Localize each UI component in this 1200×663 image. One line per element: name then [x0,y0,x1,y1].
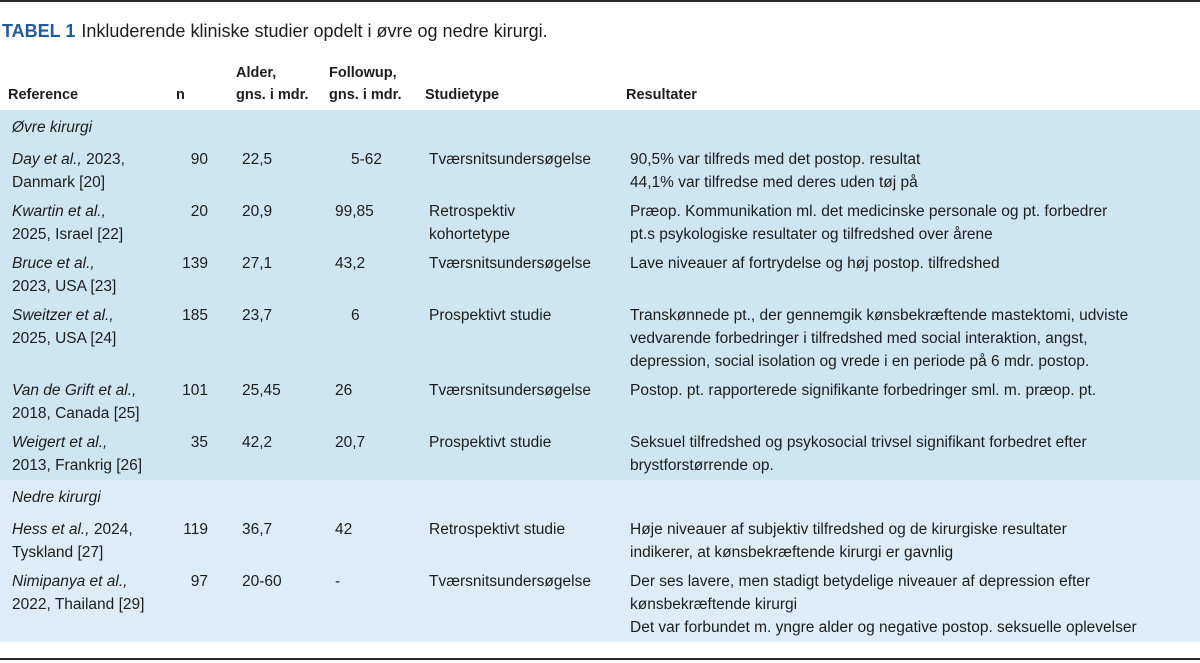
study-type-cell [417,567,618,642]
age-cell: 27,1 [228,249,321,301]
reference-location: 2018, Canada [25] [12,405,140,422]
results-line: Høje niveauer af subjektiv tilfredshed og de kirurgiske resultater [630,521,1067,538]
results-line: 44,1% var tilfredse med deres uden tøj på [630,174,918,191]
age-cell: 36,7 [228,515,321,567]
results-cell [618,301,1200,376]
header-age: Alder, gns. i mdr. [228,56,321,110]
reference-line [12,200,160,223]
study-type-cell [417,376,618,428]
followup-cell: 42 [321,515,417,567]
reference-location: Danmark [20] [12,174,106,191]
reference-authors: Day et al., [12,151,82,168]
reference-authors: Hess et al., [12,521,90,538]
table-row [0,249,1200,301]
study-type-line: Tværsnitsundersøgelse [429,255,591,272]
studies-table [0,56,1200,642]
reference-cell [0,301,168,376]
study-type-cell [417,515,618,567]
study-type-line: Retrospektivt studie [429,521,566,538]
section-upper-surgery [0,110,1200,480]
reference-location: 2022, Thailand [29] [12,596,145,613]
followup-cell: 99,85 [321,197,417,249]
reference-authors: Kwartin et al., [12,203,106,220]
results-line: depression, social isolation og vrede i en periode på 6 mdr. postop. [630,353,1090,370]
age-cell: 25,45 [228,376,321,428]
study-type-cell [417,197,618,249]
n-cell: 119 [168,515,228,567]
header-study-type: Studietype [417,56,618,110]
study-type-cell [417,145,618,197]
bottom-rule [0,658,1200,660]
section-title: Øvre kirurgi [0,110,1200,145]
reference-cell [0,515,168,567]
reference-location: Tyskland [27] [12,544,104,561]
reference-authors: Nimipanya et al., [12,573,128,590]
n-cell: 97 [168,567,228,642]
results-line: Det var forbundet m. yngre alder og negative postop. seksuelle oplevelser [630,619,1137,636]
age-cell: 42,2 [228,428,321,480]
reference-line [12,518,160,541]
results-line: pt.s psykologiske resultater og tilfredshed over årene [630,226,993,243]
results-line: Der ses lavere, men stadigt betydelige niveauer af depression efter [630,573,1091,590]
followup-cell: 43,2 [321,249,417,301]
reference-line [12,304,160,327]
section-lower-surgery [0,480,1200,642]
age-cell: 20,9 [228,197,321,249]
study-type-line: Tværsnitsundersøgelse [429,573,591,590]
reference-cell [0,428,168,480]
table-row [0,515,1200,567]
results-line: Postop. pt. rapporterede signifikante forbedringer sml. m. præop. pt. [630,382,1097,399]
age-cell: 23,7 [228,301,321,376]
reference-line [12,570,160,593]
results-line: 90,5% var tilfreds med det postop. resultat [630,151,921,168]
header-n: n [168,56,228,110]
table-row [0,197,1200,249]
study-type-line: Prospektivt studie [429,307,552,324]
top-rule [0,0,1200,2]
age-cell: 20-60 [228,567,321,642]
table-row [0,567,1200,642]
reference-year: 2023, [81,151,125,168]
reference-cell [0,376,168,428]
studies-table-container [0,56,1200,642]
reference-location: 2023, USA [23] [12,278,117,295]
section-header-row [0,480,1200,515]
results-cell [618,567,1200,642]
reference-cell [0,197,168,249]
reference-cell [0,145,168,197]
reference-line [12,431,160,454]
results-line: Præop. Kommunikation ml. det medicinske personale og pt. forbedrer [630,203,1108,220]
followup-cell: 5-62 [321,145,417,197]
study-type-cell [417,249,618,301]
results-line: vedvarende forbedringer i tilfredshed med social interaktion, angst, [630,330,1088,347]
n-cell: 185 [168,301,228,376]
followup-cell: 20,7 [321,428,417,480]
reference-location: 2025, Israel [22] [12,226,124,243]
results-line: Lave niveauer af fortrydelse og høj postop. tilfredshed [630,255,1000,272]
results-line: kønsbekræftende kirurgi [630,596,798,613]
header-row [0,56,1200,110]
table-row [0,376,1200,428]
reference-authors: Weigert et al., [12,434,108,451]
reference-authors: Van de Grift et al., [12,382,137,399]
reference-authors: Bruce et al., [12,255,95,272]
results-line: brystforstørrende op. [630,457,774,474]
study-type-cell [417,301,618,376]
section-header-row [0,110,1200,145]
table-title: Inkluderende kliniske studier opdelt i øvre og nedre kirurgi. [81,21,548,41]
results-cell [618,515,1200,567]
study-type-cell [417,428,618,480]
header-results: Resultater [618,56,1200,110]
n-cell: 35 [168,428,228,480]
reference-cell [0,567,168,642]
followup-cell: 26 [321,376,417,428]
reference-authors: Sweitzer et al., [12,307,114,324]
results-line: Seksuel tilfredshed og psykosocial trivsel signifikant forbedret efter [630,434,1087,451]
table-row [0,301,1200,376]
table-caption [2,20,548,42]
results-line: indikerer, at kønsbekræftende kirurgi er gavnlig [630,544,954,561]
reference-location: 2013, Frankrig [26] [12,457,143,474]
results-cell [618,197,1200,249]
reference-year: 2024, [89,521,133,538]
study-type-line: Prospektivt studie [429,434,552,451]
reference-line [12,252,160,275]
followup-cell: - [321,567,417,642]
reference-location: 2025, USA [24] [12,330,117,347]
n-cell: 90 [168,145,228,197]
study-type-line: Retrospektiv [429,203,516,220]
study-type-line: Tværsnitsundersøgelse [429,151,591,168]
results-cell [618,145,1200,197]
reference-cell [0,249,168,301]
followup-cell: 6 [321,301,417,376]
reference-line [12,379,160,402]
section-title: Nedre kirurgi [0,480,1200,515]
header-reference: Reference [0,56,168,110]
reference-line [12,148,160,171]
results-line: Transkønnede pt., der gennemgik kønsbekræftende mastektomi, udviste [630,307,1129,324]
study-type-line: Tværsnitsundersøgelse [429,382,591,399]
age-cell: 22,5 [228,145,321,197]
results-cell [618,376,1200,428]
results-cell [618,249,1200,301]
header-followup: Followup, gns. i mdr. [321,56,417,110]
table-row [0,428,1200,480]
n-cell: 20 [168,197,228,249]
n-cell: 101 [168,376,228,428]
table-row [0,145,1200,197]
n-cell: 139 [168,249,228,301]
table-label: TABEL 1 [2,21,76,41]
results-cell [618,428,1200,480]
study-type-line: kohortetype [429,226,510,243]
